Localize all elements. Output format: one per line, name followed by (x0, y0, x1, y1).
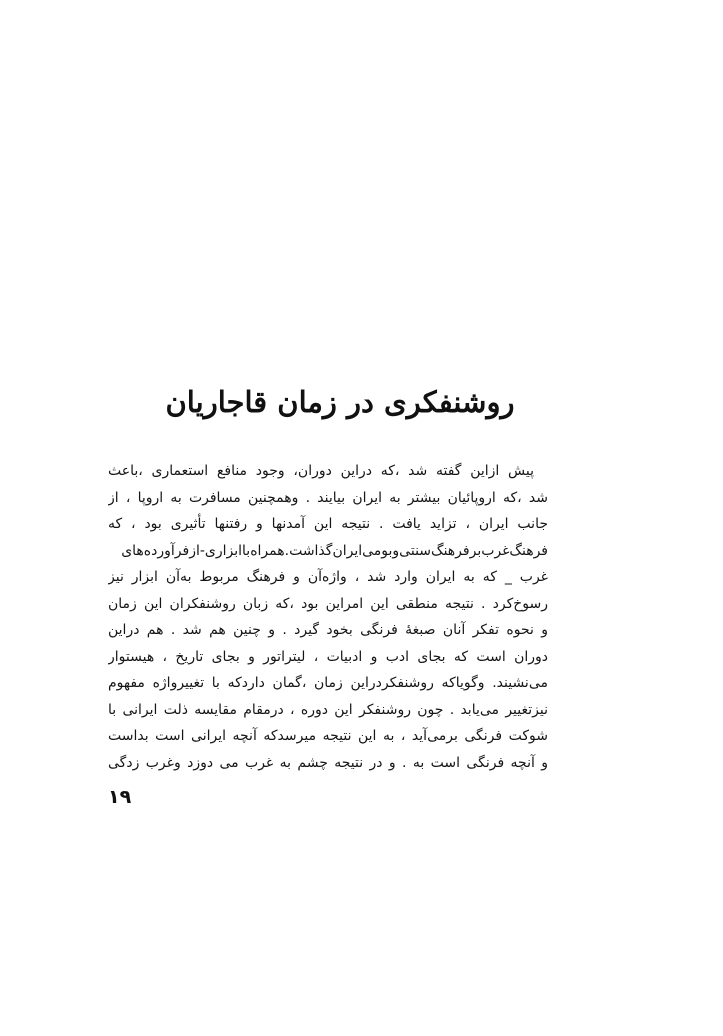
chapter-title: روشنفکری در زمان قاجاریان (165, 385, 515, 419)
text-line: جانب ایران ، تزاید یافت . نتیجه این آمدنها و رفتنها تأثیری بود ، که (108, 516, 548, 532)
body-paragraph (108, 458, 548, 776)
text-line: می‌نشیند. وگویاکه روشنفکردراین زمان ،گمان داردکه با تغییرواژه مفهوم (108, 675, 548, 691)
text-line: و نحوه تفکر آنان صبغهٔ فرنگی بخود گیرد . و چنین هم شد . هم دراین (108, 622, 548, 638)
text-line: رسوخ‌کرد . نتیجه منطقی این امراین بود ،که زبان روشنفکران این زمان (108, 595, 548, 612)
text-line: شوکت فرنگی برمی‌آید ، به این نتیجه میرسدکه آنچه ایرانی است بداست (108, 728, 548, 744)
text-line: دوران است که بجای ادب و ادبیات ، لیتراتور و بجای تاریخ ، هیستوار (108, 648, 548, 665)
text-line: فرهنگ‌غرب‌برفرهنگ‌سنتی‌وبومی‌ایران‌گذاشت.همراه‌باابزاری-ازفرآورده‌های (121, 542, 548, 559)
text-line: پیش ازاین گفته شد ،که دراین دوران، وجود منافع استعماری ،باعث (108, 463, 534, 479)
text-line: و آنچه فرنگی است به . و در نتیجه چشم به غرب می دوزد وغرب زدگی (108, 754, 548, 771)
text-line: شد ،که اروپائیان بیشتر به ایران بیایند . وهمچنین مسافرت به اروپا ، از (108, 489, 548, 506)
text-line: نیزتغییر می‌یابد . چون روشنفکر این دوره ، درمقام مقایسه ذلت ایرانی با (108, 701, 548, 718)
text-line: غرب _ که به ایران وارد شد ، واژه‌آن و فرهنگ مربوط به‌آن ابزار نیز (108, 569, 548, 585)
page-number: ۱۹ (108, 786, 132, 808)
